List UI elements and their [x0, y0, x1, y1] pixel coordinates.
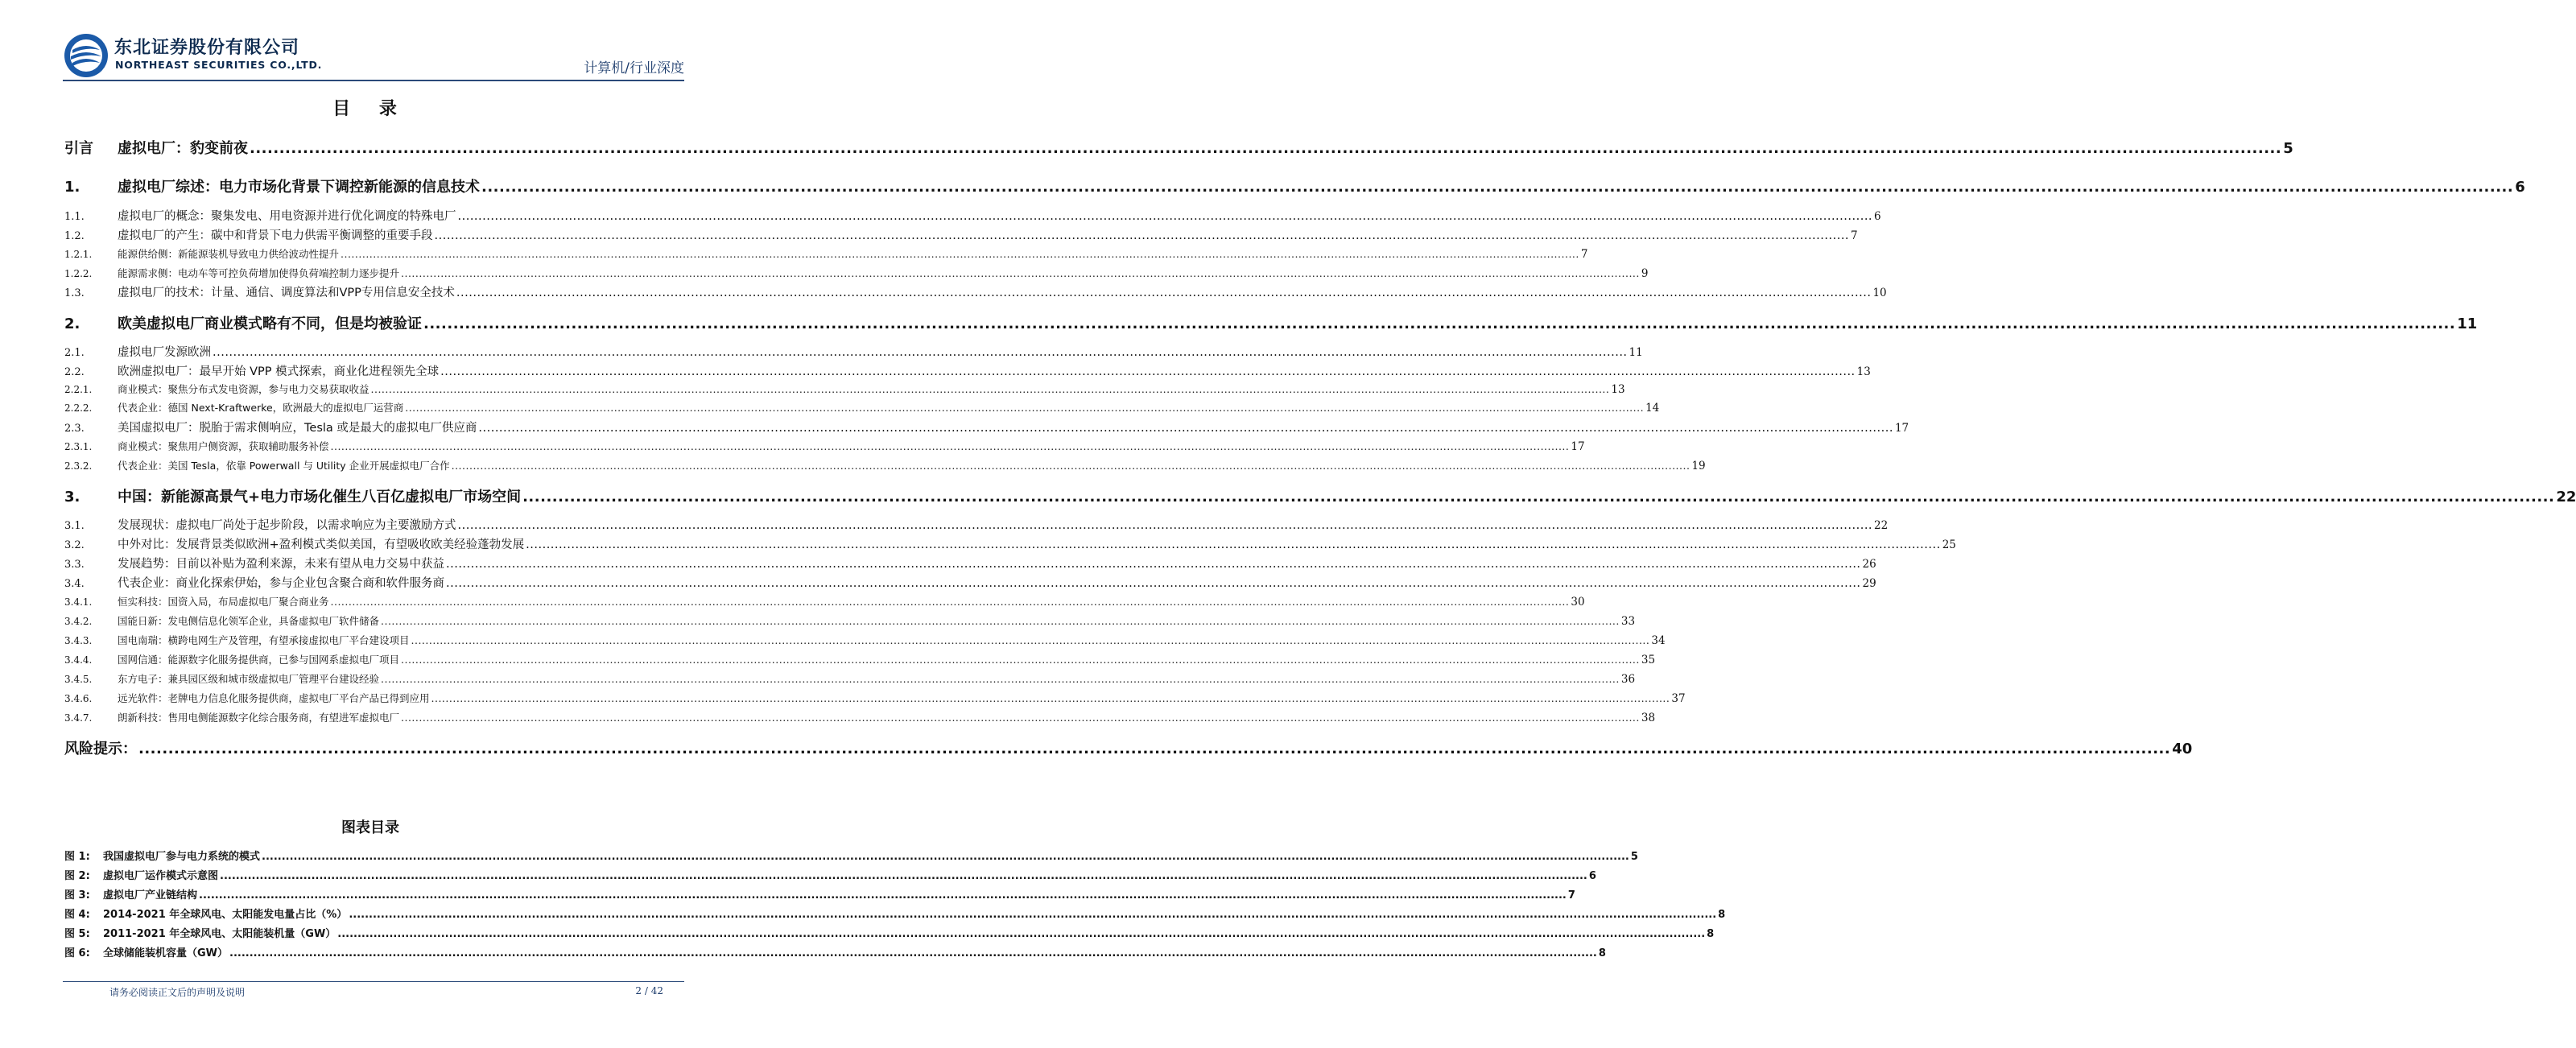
- toc-entry-text: 代表企业：商业化探索伊始，参与企业包含聚合商和软件服务商: [118, 577, 444, 590]
- dot-leader: [440, 365, 1856, 378]
- toc-entry-page: 36: [1620, 673, 1636, 686]
- figure-entry-number: 图 5:: [64, 928, 90, 940]
- toc-entry-text: 东方电子：兼具园区级和城市级虚拟电厂管理平台建设经验: [118, 673, 380, 685]
- toc-entry-number: 3.1.: [64, 520, 85, 532]
- toc-entry-number: 引言: [64, 140, 93, 157]
- toc-entry[interactable]: [64, 710, 1656, 724]
- toc-entry-number: 1.1.: [64, 211, 85, 223]
- dot-leader: [381, 615, 1620, 627]
- dot-leader: [431, 692, 1670, 704]
- toc-entry-page: 22: [2556, 489, 2576, 505]
- toc-entry-page: 22: [1874, 519, 1889, 532]
- toc-entry-page: 30: [1571, 596, 1585, 609]
- toc-entry-text: 虚拟电厂综述：电力市场化背景下调控新能源的信息技术: [118, 179, 480, 196]
- toc-entry-number: 2.1.: [64, 347, 85, 359]
- toc-entry-page: 14: [1645, 402, 1660, 415]
- dot-leader: [229, 947, 1597, 959]
- toc-entry-text: 能源需求侧：电动车等可控负荷增加使得负荷端控制力逐步提升: [118, 267, 400, 279]
- toc-entry[interactable]: [64, 691, 1686, 705]
- dot-leader: [458, 519, 1873, 532]
- toc-entry[interactable]: [64, 382, 1625, 396]
- dot-leader: [401, 712, 1640, 724]
- toc-entry[interactable]: [64, 283, 1887, 300]
- dot-leader: [405, 402, 1644, 414]
- toc-entry-number: 2.2.: [64, 366, 85, 378]
- figure-entry-page: 7: [1567, 889, 1575, 902]
- toc-entry-text: 虚拟电厂的产生：碳中和背景下电力供需平衡调整的重要手段: [118, 229, 433, 242]
- dot-leader: [423, 316, 2455, 332]
- toc-entry[interactable]: [64, 737, 2193, 758]
- toc-entry-number: 1.2.1.: [64, 249, 93, 260]
- dot-leader: [526, 538, 1941, 551]
- toc-entry-text: 代表企业：美国 Tesla，依靠 Powerwall 与 Utility 企业开展虚拟电厂合作: [118, 460, 450, 472]
- toc-entry-page: 35: [1641, 654, 1656, 666]
- toc-entry-text: 虚拟电厂：豹变前夜: [118, 140, 248, 157]
- toc-entry-text: 风险提示：: [64, 741, 137, 757]
- figure-entry-text: 虚拟电厂运作模式示意图: [103, 870, 219, 882]
- toc-entry-page: 5: [2283, 140, 2293, 157]
- figure-entry-text: 2014-2021 年全球风电、太阳能发电量占比（%）: [103, 909, 348, 921]
- figure-entry-page: 8: [1707, 928, 1715, 940]
- toc-entry-page: 40: [2172, 741, 2193, 757]
- dot-leader: [411, 634, 1650, 646]
- dot-leader: [337, 928, 1705, 940]
- toc-entry-page: 26: [1862, 558, 1876, 571]
- figure-entry-page: 5: [1630, 851, 1638, 863]
- toc-entry-text: 虚拟电厂的概念：聚集发电、用电资源并进行优化调度的特殊电厂: [118, 210, 456, 223]
- figure-entry[interactable]: [64, 867, 1596, 882]
- toc-entry-text: 欧美虚拟电厂商业模式略有不同，但是均被验证: [118, 316, 422, 332]
- toc-entry-number: 3.4.1.: [64, 596, 93, 608]
- dot-leader: [138, 741, 2170, 757]
- toc-entry[interactable]: [64, 439, 1585, 453]
- dot-leader: [435, 229, 1850, 242]
- toc-entry-number: 1.2.2.: [64, 268, 93, 279]
- toc-entry-number: 3.: [64, 489, 80, 505]
- figure-entry-page: 6: [1588, 870, 1596, 882]
- toc-entry-page: 34: [1651, 634, 1666, 647]
- toc-entry[interactable]: [64, 555, 1876, 571]
- toc-entry-text: 中外对比：发展背景类似欧洲+盈利模式类似美国，有望吸收欧美经验蓬勃发展: [118, 538, 525, 551]
- toc-entry-page: 17: [1894, 422, 1909, 435]
- dot-leader: [456, 287, 1872, 299]
- toc-entry-page: 7: [1580, 248, 1588, 261]
- dot-leader: [481, 179, 2513, 196]
- toc-entry-text: 能源供给侧：新能源装机导致电力供给波动性提升: [118, 248, 340, 260]
- toc-title: 目 录: [332, 99, 408, 119]
- toc-entry-number: 1.2.: [64, 230, 85, 242]
- page-number: 2 / 42: [635, 985, 663, 996]
- toc-entry-page: 17: [1571, 440, 1585, 453]
- toc-entry-page: 11: [1629, 346, 1643, 359]
- toc-entry[interactable]: [64, 400, 1660, 415]
- toc-entry-text: 恒实科技：国资入局，布局虚拟电厂聚合商业务: [118, 596, 329, 608]
- dot-leader: [446, 577, 1861, 590]
- figure-entry-text: 我国虚拟电厂参与电力系统的模式: [103, 851, 261, 863]
- toc-entry-text: 远光软件：老牌电力信息化服务提供商，虚拟电厂平台产品已得到应用: [118, 692, 430, 704]
- footer-divider: [63, 981, 684, 982]
- dot-leader: [250, 140, 2281, 157]
- toc-entry-page: 19: [1691, 460, 1706, 472]
- figure-entry-page: 8: [1598, 947, 1606, 959]
- figure-entry[interactable]: [64, 925, 1715, 940]
- dot-leader: [446, 558, 1861, 571]
- toc-entry-page: 6: [1874, 210, 1881, 223]
- toc-entry-number: 1.: [64, 179, 80, 196]
- toc-entry[interactable]: [64, 137, 2293, 158]
- dot-leader: [401, 267, 1640, 279]
- figure-entry[interactable]: [64, 848, 1638, 863]
- toc-entry[interactable]: [64, 485, 2576, 506]
- toc-entry[interactable]: [64, 671, 1636, 686]
- toc-entry[interactable]: [64, 175, 2525, 196]
- dot-leader: [401, 654, 1640, 666]
- figure-entry-text: 全球储能装机容量（GW）: [103, 947, 229, 959]
- toc-entry-number: 3.4.6.: [64, 693, 93, 704]
- toc-entry-page: 25: [1942, 538, 1956, 551]
- toc-entry[interactable]: [64, 574, 1876, 591]
- figure-entry[interactable]: [64, 944, 1606, 959]
- figure-entry-text: 虚拟电厂产业链结构: [103, 889, 198, 902]
- dot-leader: [262, 851, 1629, 863]
- toc-entry-text: 虚拟电厂发源欧洲: [118, 346, 211, 359]
- dot-leader: [220, 870, 1587, 882]
- toc-entry-page: 13: [1856, 365, 1871, 378]
- figure-entry-page: 8: [1718, 909, 1726, 921]
- toc-entry-number: 3.4.5.: [64, 674, 93, 685]
- toc-entry-text: 朗新科技：售用电侧能源数字化综合服务商，有望进军虚拟电厂: [118, 712, 400, 724]
- toc-entry-text: 国电南瑞：横跨电网生产及管理，有望承接虚拟电厂平台建设项目: [118, 634, 410, 646]
- toc-entry-number: 2.2.2.: [64, 402, 93, 414]
- toc-entry-number: 2.3.1.: [64, 441, 93, 452]
- toc-entry-text: 商业模式：聚焦分布式发电资源，参与电力交易获取收益: [118, 383, 369, 395]
- dot-leader: [522, 489, 2554, 505]
- dot-leader: [458, 210, 1873, 223]
- toc-entry-text: 美国虚拟电厂：脱胎于需求侧响应，Tesla 或是最大的虚拟电厂供应商: [118, 422, 477, 435]
- toc-entry-page: 38: [1641, 712, 1656, 724]
- toc-entry-number: 3.4.: [64, 578, 85, 590]
- toc-entry-number: 3.3.: [64, 559, 85, 571]
- brand-name-en: NORTHEAST SECURITIES CO.,LTD.: [115, 59, 323, 71]
- toc-entry-text: 发展趋势：目前以补贴为盈利来源，未来有望从电力交易中获益: [118, 558, 444, 571]
- figure-entry[interactable]: [64, 886, 1575, 902]
- toc-entry[interactable]: [64, 458, 1706, 472]
- toc-entry-text: 中国：新能源高景气+电力市场化催生八百亿虚拟电厂市场空间: [118, 489, 522, 505]
- toc-entry-number: 3.4.3.: [64, 635, 93, 646]
- toc-entry-page: 9: [1641, 267, 1649, 280]
- dot-leader: [452, 460, 1690, 472]
- toc-entry-page: 37: [1671, 692, 1686, 705]
- dot-leader: [381, 673, 1620, 685]
- toc-entry-page: 33: [1620, 615, 1636, 628]
- figure-entry-number: 图 6:: [64, 947, 90, 959]
- toc-entry[interactable]: [64, 535, 1956, 552]
- toc-entry-page: 10: [1872, 287, 1887, 299]
- toc-entry-number: 2.: [64, 316, 80, 332]
- toc-entry[interactable]: [64, 343, 1643, 360]
- toc-entry-page: 13: [1611, 383, 1625, 396]
- header-divider: [63, 80, 684, 81]
- toc-entry-number: 2.3.: [64, 423, 85, 435]
- toc-entry[interactable]: [64, 516, 1889, 533]
- page-header: [63, 32, 684, 77]
- toc-entry-text: 商业模式：聚焦用户侧资源，获取辅助服务补偿: [118, 440, 329, 452]
- dot-leader: [478, 422, 1893, 435]
- figure-entry-text: 2011-2021 年全球风电、太阳能装机量（GW）: [103, 928, 336, 940]
- toc-entry-text: 国能日新：发电侧信息化领军企业，具备虚拟电厂软件储备: [118, 615, 380, 627]
- toc-entry-number: 3.2.: [64, 539, 85, 551]
- toc-entry[interactable]: [64, 246, 1588, 261]
- toc-entry-number: 2.2.1.: [64, 384, 93, 395]
- toc-entry-number: 2.3.2.: [64, 460, 93, 472]
- toc-entry-page: 7: [1851, 229, 1858, 242]
- toc-entry-number: 1.3.: [64, 287, 85, 299]
- toc-entry-number: 3.4.2.: [64, 616, 93, 627]
- dot-leader: [213, 346, 1628, 359]
- toc-entry-text: 国网信通：能源数字化服务提供商，已参与国网系虚拟电厂项目: [118, 654, 400, 666]
- toc-entry[interactable]: [64, 652, 1656, 666]
- toc-entry-page: 29: [1862, 577, 1876, 590]
- dot-leader: [349, 909, 1716, 921]
- toc-entry[interactable]: [64, 312, 2478, 333]
- brand-name-cn: 东北证券股份有限公司: [114, 38, 300, 58]
- toc-entry-page: 11: [2457, 316, 2478, 332]
- figure-entry[interactable]: [64, 906, 1726, 921]
- toc-entry[interactable]: [64, 594, 1585, 609]
- toc-entry[interactable]: [64, 362, 1871, 379]
- toc-entry-number: 3.4.4.: [64, 654, 93, 666]
- toc-entry-text: 虚拟电厂的技术：计量、通信、调度算法和VPP专用信息安全技术: [118, 287, 455, 299]
- toc-entry[interactable]: [64, 419, 1909, 435]
- dot-leader: [341, 248, 1579, 260]
- figure-list-title: 图表目录: [341, 819, 399, 836]
- toc-entry[interactable]: [64, 266, 1649, 280]
- toc-entry[interactable]: [64, 226, 1858, 243]
- dot-leader: [331, 596, 1570, 608]
- dot-leader: [371, 383, 1610, 395]
- toc-entry-number: 3.4.7.: [64, 712, 93, 724]
- toc-entry-page: 6: [2515, 179, 2525, 196]
- dot-leader: [331, 440, 1570, 452]
- figure-entry-number: 图 1:: [64, 851, 90, 863]
- figure-entry-number: 图 2:: [64, 870, 90, 882]
- dot-leader: [199, 889, 1567, 902]
- toc-entry[interactable]: [64, 613, 1636, 628]
- toc-entry[interactable]: [64, 207, 1881, 224]
- toc-entry-text: 欧洲虚拟电厂：最早开始 VPP 模式探索，商业化进程领先全球: [118, 365, 440, 378]
- toc-entry[interactable]: [64, 633, 1666, 647]
- toc-entry-text: 代表企业：德国 Next-Kraftwerke，欧洲最大的虚拟电厂运营商: [118, 402, 404, 414]
- toc-entry-text: 发展现状：虚拟电厂尚处于起步阶段，以需求响应为主要激励方式: [118, 519, 456, 532]
- report-category: 计算机/行业深度: [584, 60, 684, 76]
- company-logo-icon: [63, 32, 109, 79]
- footer-notice: 请务必阅读正文后的声明及说明: [109, 987, 246, 998]
- figure-entry-number: 图 3:: [64, 889, 90, 902]
- figure-entry-number: 图 4:: [64, 909, 90, 921]
